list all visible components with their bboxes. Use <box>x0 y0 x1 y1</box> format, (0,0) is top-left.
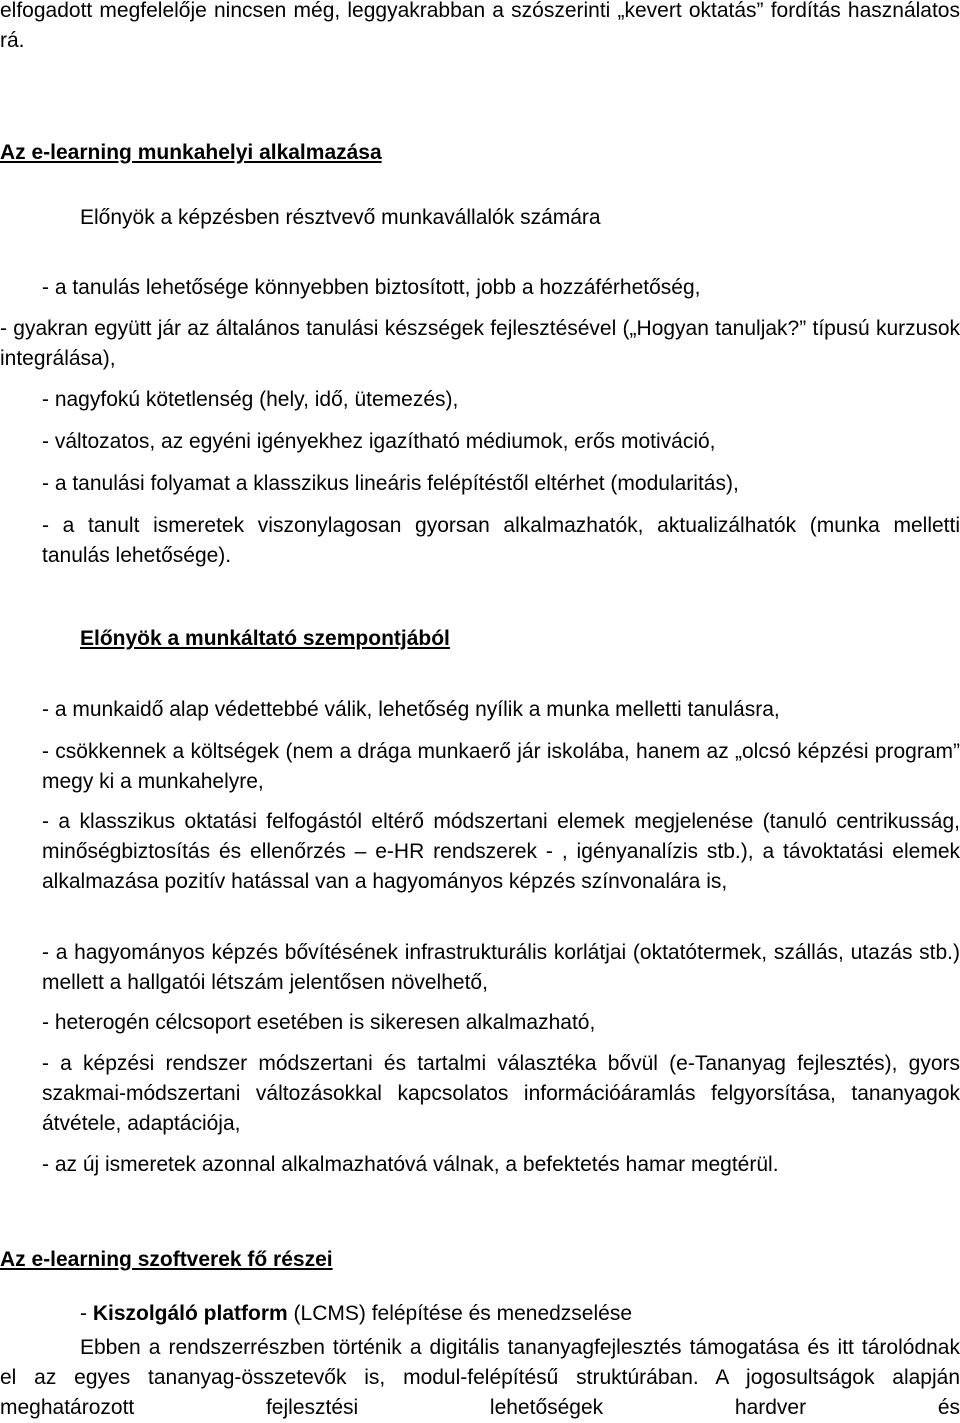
section-heading-software-parts: Az e-learning szoftverek fő részei <box>0 1248 333 1271</box>
list-item-platform <box>80 1299 960 1329</box>
list-item: - heterogén célcsoport esetében is sikeresen alkalmazható, <box>42 1011 596 1034</box>
section-heading-workplace: Az e-learning munkahelyi alkalmazása <box>0 141 382 164</box>
list-item: - az új ismeretek azonnal alkalmazhatóvá válnak, a befektetés hamar megtérül. <box>42 1153 779 1176</box>
list-item: - a munkaidő alap védettebbé válik, lehetőség nyílik a munka melletti tanulásra, <box>42 698 780 721</box>
platform-paragraph <box>0 1333 960 1423</box>
list-item-prefix: - <box>80 1302 93 1325</box>
platform-description: (LCMS) felépítése és menedzselése <box>287 1302 633 1325</box>
list-item: - nagyfokú kötetlenség (hely, idő, ütemezés), <box>42 388 459 411</box>
list-item: - változatos, az egyéni igényekhez igazítható médiumok, erős motiváció, <box>42 430 716 453</box>
platform-term: Kiszolgáló platform <box>92 1302 288 1325</box>
list-item: - a képzési rendszer módszertani és tartalmi választéka bővül (e-Tananyag fejlesztés), gyors szakmai-módszertani változásokkal kapcsolatos információáramlás felgyorsítása, tananyagok átvétele, adaptációja, <box>42 1052 960 1135</box>
platform-paragraph-text: Ebben a rendszerrészben történik a digitális tananyagfejlesztés támogatása és itt tárolódnak el az egyes tananyag-összetevők is, modul-felépítésű struktúrában. A jogosultságok alapján meghatározott fejlesztési lehetőségek hardver és <box>0 1336 960 1419</box>
list-item: - gyakran együtt jár az általános tanulási készségek fejlesztésével („Hogyan tanuljak?” típusú kurzusok integrálása), <box>0 317 960 370</box>
list-item: - csökkennek a költségek (nem a drága munkaerő jár iskolába, hanem az „olcsó képzési program” megy ki a munkahelyre, <box>42 740 960 793</box>
subheading-employer-benefits: Előnyök a munkáltató szempontjából <box>80 627 450 650</box>
intro-paragraph: elfogadott megfelelője nincsen még, leggyakrabban a szószerinti „kevert oktatás” fordítás használatos rá. <box>0 0 960 52</box>
list-item: - a hagyományos képzés bővítésének infrastrukturális korlátjai (oktatótermek, szállás, utazás stb.) mellett a hallgatói létszám jelentősen növelhető, <box>42 941 960 994</box>
list-item: - a klasszikus oktatási felfogástól eltérő módszertani elemek megjelenése (tanuló centrikusság, minőségbiztosítás és ellenőrzés – e-HR rendszerek - , igényanalízis stb.), a távoktatási elemek alkalmazása pozitív hatással van a hagyományos képzés színvonalára is, <box>42 810 960 893</box>
list-item: - a tanult ismeretek viszonylagosan gyorsan alkalmazhatók, aktualizálhatók (munka melletti tanulás lehetősége). <box>42 514 960 567</box>
subheading-employee-benefits: Előnyök a képzésben résztvevő munkavállalók számára <box>80 206 601 229</box>
list-item: - a tanulási folyamat a klasszikus lineáris felépítéstől eltérhet (modularitás), <box>42 472 739 495</box>
list-item: - a tanulás lehetősége könnyebben biztosított, jobb a hozzáférhetőség, <box>42 276 701 299</box>
